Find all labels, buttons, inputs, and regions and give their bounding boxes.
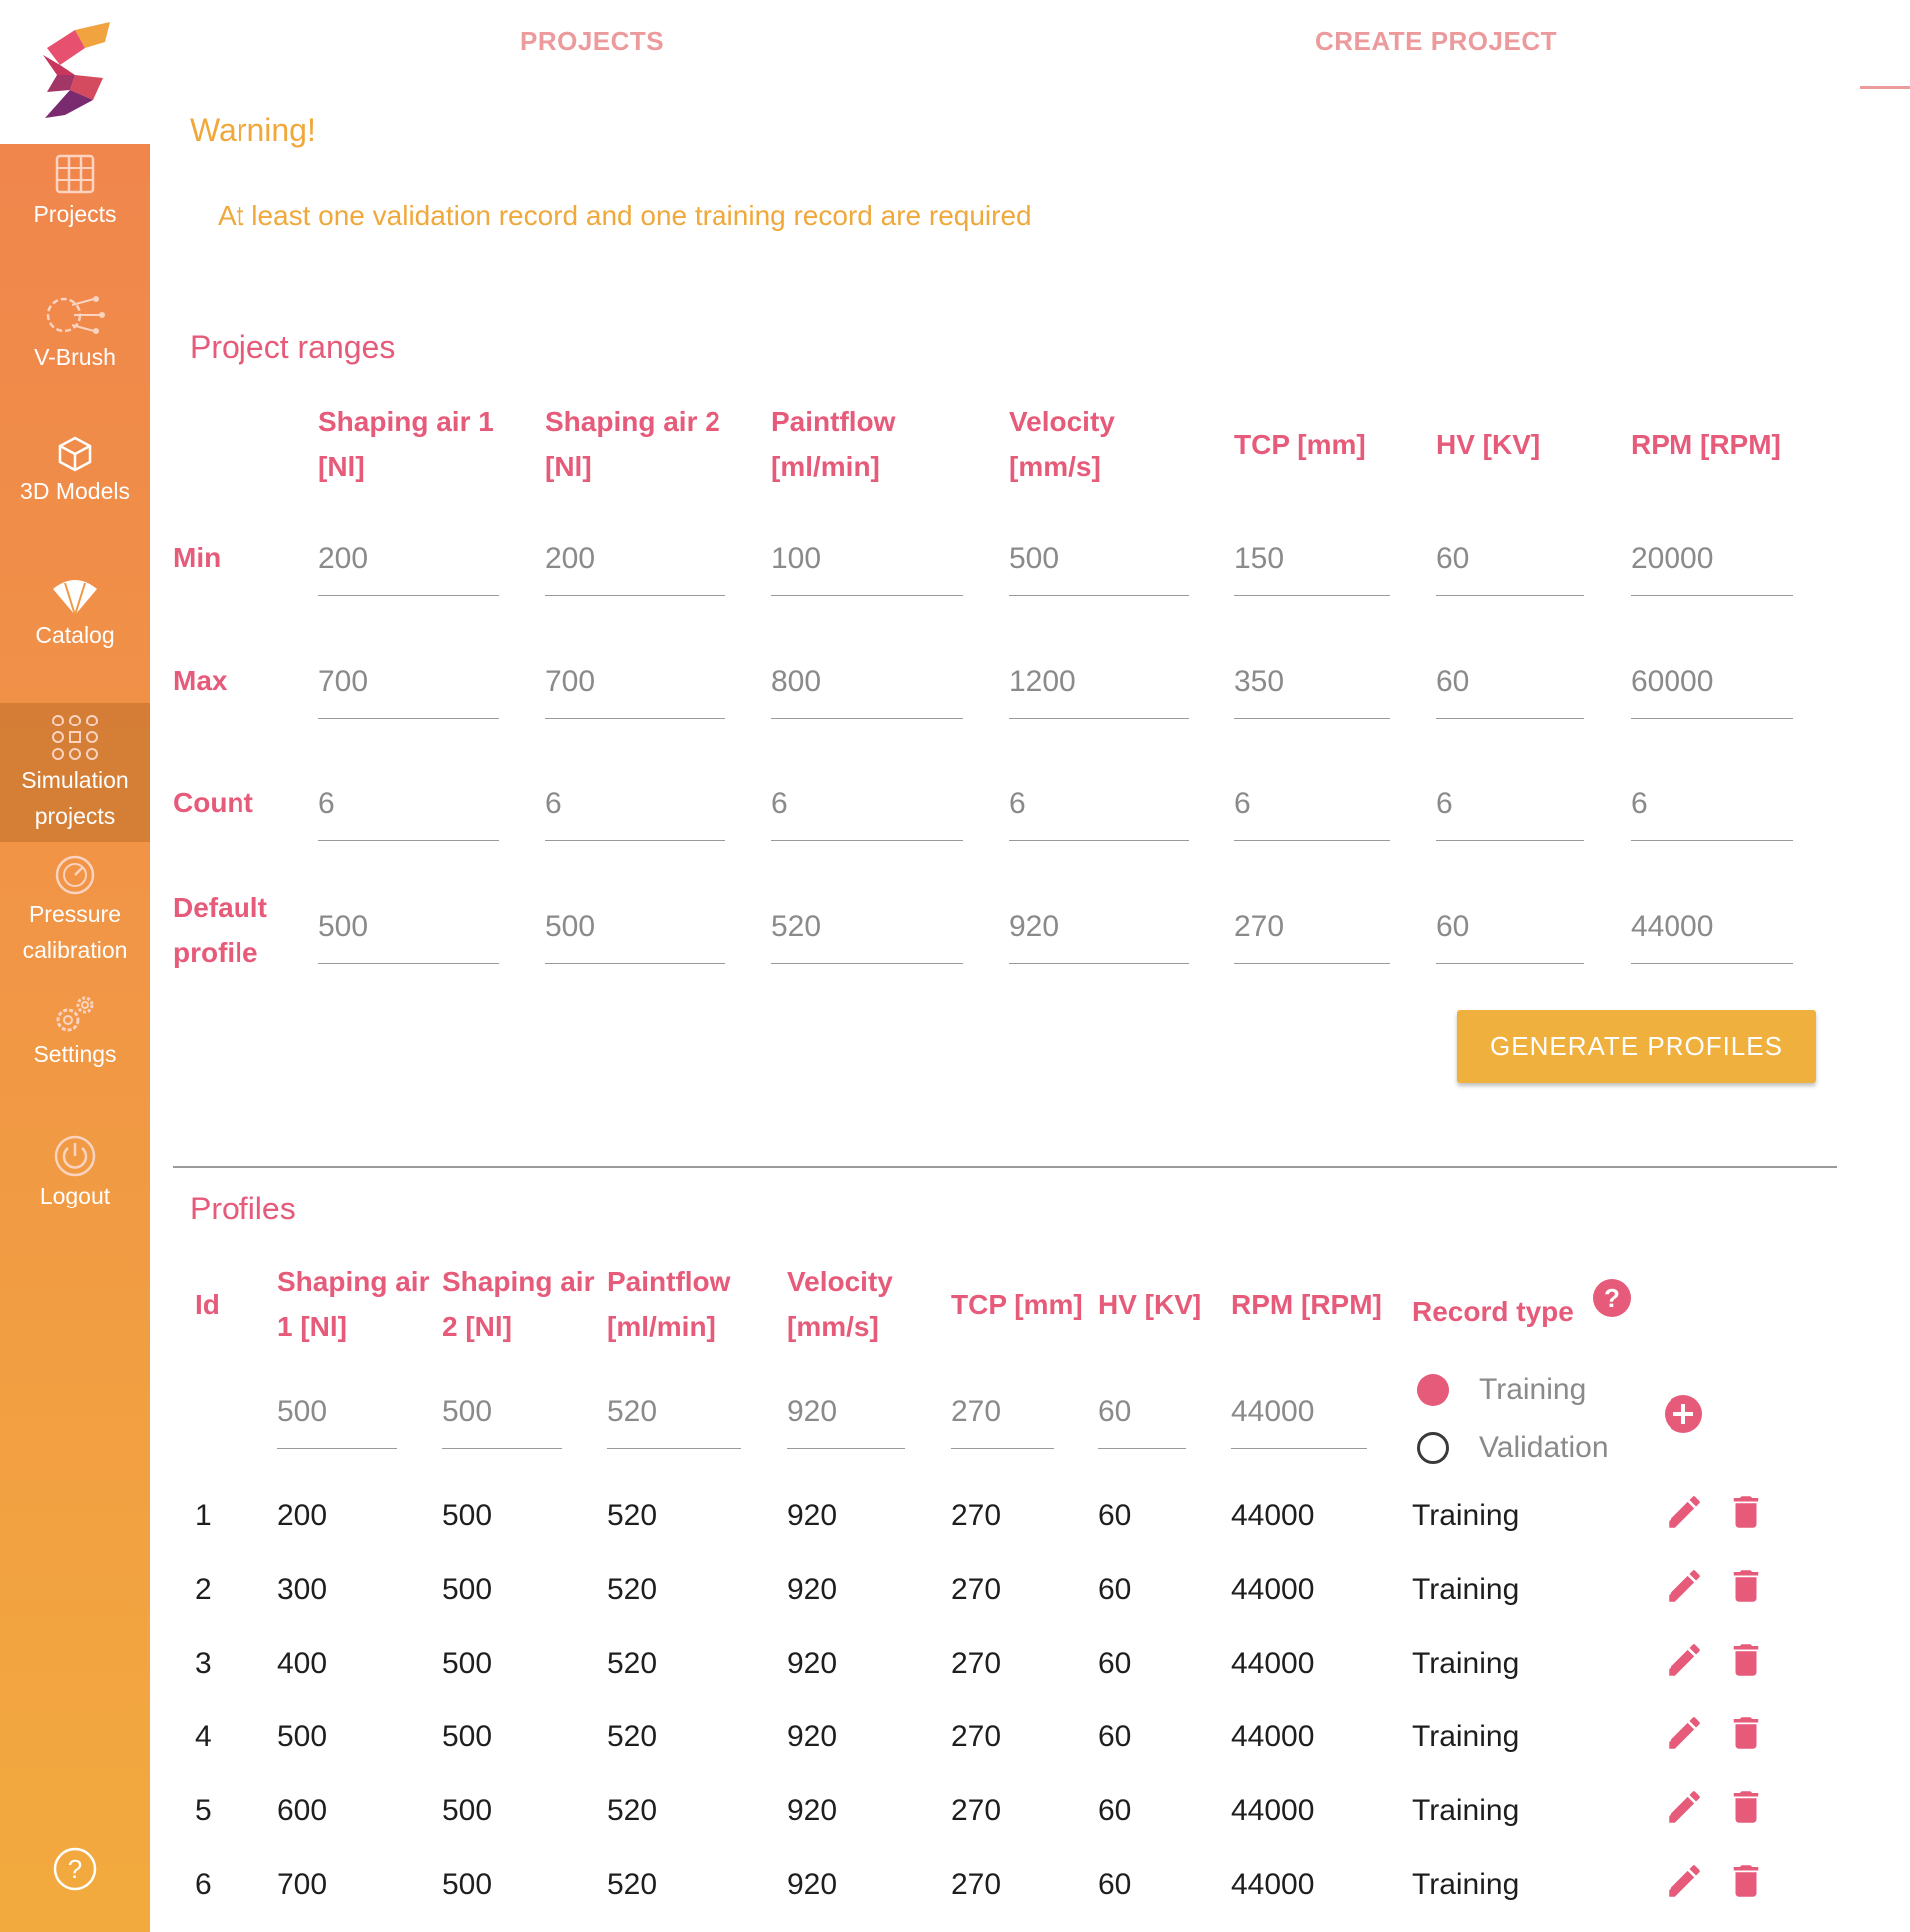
nav-logout[interactable] (0, 1134, 150, 1233)
edit-icon[interactable] (1664, 1491, 1705, 1533)
min-velocity-input[interactable] (1009, 534, 1189, 576)
cell-id: 5 (195, 1794, 212, 1827)
default-rpm-input[interactable] (1631, 902, 1793, 944)
cell-paintflow: 520 (607, 1868, 658, 1901)
cell-velocity: 920 (787, 1794, 838, 1827)
nav-label: Pressure (28, 901, 122, 927)
row-label-min: Min (173, 542, 222, 573)
cell-shaping-air-2: 500 (442, 1868, 493, 1901)
catalog-icon (49, 575, 101, 617)
nav-label: Settings (33, 1041, 117, 1067)
count-hv-field[interactable] (1436, 779, 1584, 841)
new-shaping-air-1-input[interactable] (277, 1387, 397, 1429)
max-paintflow-input[interactable] (771, 657, 963, 699)
profile-header-paintflow: Paintflow [ml/min] (607, 1266, 731, 1342)
profile-header-velocity: Velocity [mm/s] (787, 1266, 893, 1342)
default-shaping-air-2-input[interactable] (545, 902, 725, 944)
cell-shaping-air-2: 500 (442, 1794, 493, 1827)
warning-message: At least one validation record and one training record are required (218, 200, 1032, 231)
max-velocity-input[interactable] (1009, 657, 1189, 699)
gauge-icon (54, 854, 96, 896)
cell-paintflow: 520 (607, 1720, 658, 1753)
svg-text:?: ? (67, 1854, 83, 1884)
profile-header-shaping-air-1: Shaping air 1 [Nl] (277, 1266, 430, 1342)
count-tcp-input[interactable] (1234, 779, 1390, 821)
new-rpm-field[interactable] (1231, 1387, 1367, 1449)
min-paintflow-input[interactable] (771, 534, 963, 576)
cell-id: 2 (195, 1573, 212, 1606)
max-rpm-input[interactable] (1631, 657, 1793, 699)
nav-label: Simulation (21, 767, 129, 793)
cell-record-type: Training (1412, 1647, 1520, 1680)
count-paintflow-input[interactable] (771, 779, 963, 821)
cell-paintflow: 520 (607, 1573, 658, 1606)
logo-icon (35, 20, 115, 120)
default-hv-field[interactable] (1436, 902, 1584, 964)
default-velocity-input[interactable] (1009, 902, 1189, 944)
edit-icon[interactable] (1664, 1786, 1705, 1828)
new-velocity-field[interactable] (787, 1387, 905, 1449)
delete-icon[interactable] (1725, 1565, 1767, 1607)
min-paintflow-field[interactable] (771, 534, 963, 596)
max-hv-input[interactable] (1436, 657, 1584, 699)
cell-shaping-air-1: 500 (277, 1720, 328, 1753)
record-type-help-icon[interactable] (1592, 1278, 1632, 1318)
count-paintflow-field[interactable] (771, 779, 963, 841)
count-shaping-air-2-field[interactable] (545, 779, 725, 841)
new-hv-input[interactable] (1098, 1387, 1186, 1429)
cell-hv: 60 (1098, 1499, 1132, 1532)
default-velocity-field[interactable] (1009, 902, 1189, 964)
cell-hv: 60 (1098, 1868, 1132, 1901)
max-tcp-input[interactable] (1234, 657, 1390, 699)
cell-record-type: Training (1412, 1868, 1520, 1901)
cell-shaping-air-1: 600 (277, 1794, 328, 1827)
min-rpm-input[interactable] (1631, 534, 1793, 576)
range-header-rpm: RPM [RPM] (1631, 429, 1781, 460)
default-shaping-air-2-field[interactable] (545, 902, 725, 964)
cell-tcp: 270 (951, 1794, 1002, 1827)
cell-rpm: 44000 (1231, 1794, 1315, 1827)
min-shaping-air-2-input[interactable] (545, 534, 725, 576)
count-tcp-field[interactable] (1234, 779, 1390, 841)
cell-record-type: Training (1412, 1794, 1520, 1827)
cell-rpm: 44000 (1231, 1720, 1315, 1753)
edit-icon[interactable] (1664, 1860, 1705, 1902)
default-tcp-input[interactable] (1234, 902, 1390, 944)
max-shaping-air-2-field[interactable] (545, 657, 725, 719)
range-header-shaping-air-2: Shaping air 2 [Nl] (545, 406, 720, 482)
range-header-hv: HV [KV] (1436, 429, 1541, 460)
tab-indicator (1860, 86, 1910, 89)
radio-validation[interactable] (1417, 1431, 1609, 1465)
min-hv-field[interactable] (1436, 534, 1584, 596)
cell-id: 3 (195, 1647, 212, 1680)
default-paintflow-input[interactable] (771, 902, 963, 944)
cell-tcp: 270 (951, 1573, 1002, 1606)
new-rpm-input[interactable] (1231, 1387, 1367, 1429)
profile-header-shaping-air-2: Shaping air 2 [Nl] (442, 1266, 595, 1342)
max-paintflow-field[interactable] (771, 657, 963, 719)
new-paintflow-field[interactable] (607, 1387, 741, 1449)
radio-selected-icon[interactable] (1417, 1374, 1449, 1406)
cell-shaping-air-2: 500 (442, 1573, 493, 1606)
profile-header-record-type: Record type (1412, 1296, 1574, 1327)
app-logo[interactable] (0, 0, 150, 144)
min-velocity-field[interactable] (1009, 534, 1189, 596)
cell-rpm: 44000 (1231, 1499, 1315, 1532)
min-tcp-field[interactable] (1234, 534, 1390, 596)
default-rpm-field[interactable] (1631, 902, 1793, 964)
nav-settings[interactable] (0, 994, 150, 1094)
cell-hv: 60 (1098, 1720, 1132, 1753)
range-header-paintflow: Paintflow [ml/min] (771, 406, 896, 482)
count-shaping-air-2-input[interactable] (545, 779, 725, 821)
nav-3d-models[interactable] (0, 435, 150, 535)
delete-icon[interactable] (1725, 1860, 1767, 1902)
tab-create-project[interactable]: CREATE PROJECT (1315, 26, 1557, 56)
nav-label: Logout (39, 1183, 111, 1208)
nav-label: projects (34, 803, 116, 829)
nav-projects[interactable] (0, 152, 150, 251)
nav-simulation-projects[interactable] (0, 703, 150, 842)
radio-unselected-icon[interactable] (1417, 1432, 1449, 1464)
radio-training-label: Training (1479, 1373, 1587, 1406)
new-shaping-air-2-field[interactable] (442, 1387, 562, 1449)
count-shaping-air-1-input[interactable] (318, 779, 499, 821)
delete-icon[interactable] (1725, 1639, 1767, 1681)
generate-profiles-button[interactable]: GENERATE PROFILES (1457, 1010, 1816, 1083)
edit-icon[interactable] (1664, 1639, 1705, 1681)
min-shaping-air-2-field[interactable] (545, 534, 725, 596)
cell-velocity: 920 (787, 1720, 838, 1753)
max-hv-field[interactable] (1436, 657, 1584, 719)
tab-projects[interactable]: PROJECTS (520, 26, 665, 56)
default-hv-input[interactable] (1436, 902, 1584, 944)
cell-shaping-air-2: 500 (442, 1647, 493, 1680)
max-rpm-field[interactable] (1631, 657, 1793, 719)
cell-velocity: 920 (787, 1868, 838, 1901)
profile-header-hv: HV [KV] (1098, 1289, 1202, 1320)
min-hv-input[interactable] (1436, 534, 1584, 576)
new-tcp-field[interactable] (951, 1387, 1054, 1449)
cell-tcp: 270 (951, 1720, 1002, 1753)
radio-training[interactable] (1417, 1373, 1586, 1407)
cell-tcp: 270 (951, 1868, 1002, 1901)
edit-icon[interactable] (1664, 1712, 1705, 1754)
new-hv-field[interactable] (1098, 1387, 1186, 1449)
projects-icon (53, 152, 97, 196)
nav-pressure-calibration[interactable] (0, 854, 150, 984)
max-shaping-air-1-input[interactable] (318, 657, 499, 699)
profile-header-rpm: RPM [RPM] (1231, 1289, 1382, 1320)
project-ranges-title: Project ranges (190, 329, 396, 365)
help-icon[interactable] (52, 1846, 98, 1892)
cell-rpm: 44000 (1231, 1573, 1315, 1606)
cell-hv: 60 (1098, 1794, 1132, 1827)
cell-id: 6 (195, 1868, 212, 1901)
cell-shaping-air-2: 500 (442, 1499, 493, 1532)
profiles-title: Profiles (190, 1191, 296, 1226)
profile-header-id: Id (195, 1289, 220, 1320)
new-paintflow-input[interactable] (607, 1387, 741, 1429)
row-label-max: Max (173, 665, 228, 696)
default-shaping-air-1-input[interactable] (318, 902, 499, 944)
min-shaping-air-1-input[interactable] (318, 534, 499, 576)
profile-header-tcp: TCP [mm] (951, 1289, 1083, 1320)
warning-title: Warning! (190, 112, 316, 148)
cell-record-type: Training (1412, 1573, 1520, 1606)
cell-shaping-air-2: 500 (442, 1720, 493, 1753)
power-icon (53, 1134, 97, 1178)
new-velocity-input[interactable] (787, 1387, 905, 1429)
cell-record-type: Training (1412, 1499, 1520, 1532)
row-label-default-profile: Default profile (173, 892, 267, 968)
cell-velocity: 920 (787, 1573, 838, 1606)
nav-catalog[interactable] (0, 575, 150, 675)
v-brush-icon (42, 291, 108, 339)
count-shaping-air-1-field[interactable] (318, 779, 499, 841)
row-label-count: Count (173, 787, 253, 818)
range-header-tcp: TCP [mm] (1234, 429, 1366, 460)
nav-label: 3D Models (20, 478, 130, 504)
simulation-icon (50, 713, 100, 762)
sidebar (0, 0, 150, 1932)
max-shaping-air-2-input[interactable] (545, 657, 725, 699)
cell-rpm: 44000 (1231, 1868, 1315, 1901)
max-velocity-field[interactable] (1009, 657, 1189, 719)
svg-text:?: ? (1604, 1283, 1620, 1313)
cell-paintflow: 520 (607, 1647, 658, 1680)
delete-icon[interactable] (1725, 1786, 1767, 1828)
cell-hv: 60 (1098, 1573, 1132, 1606)
max-shaping-air-1-field[interactable] (318, 657, 499, 719)
cell-shaping-air-1: 300 (277, 1573, 328, 1606)
count-velocity-field[interactable] (1009, 779, 1189, 841)
count-rpm-field[interactable] (1631, 779, 1793, 841)
default-shaping-air-1-field[interactable] (318, 902, 499, 964)
radio-validation-label: Validation (1479, 1431, 1609, 1464)
gears-icon (52, 994, 98, 1036)
count-rpm-input[interactable] (1631, 779, 1793, 821)
cube-icon (57, 435, 93, 473)
new-tcp-input[interactable] (951, 1387, 1054, 1429)
cell-velocity: 920 (787, 1647, 838, 1680)
cell-shaping-air-1: 200 (277, 1499, 328, 1532)
add-profile-icon[interactable] (1664, 1394, 1703, 1434)
cell-velocity: 920 (787, 1499, 838, 1532)
nav-label: Projects (33, 201, 117, 227)
cell-id: 1 (195, 1499, 212, 1532)
nav-v-brush[interactable] (0, 291, 150, 391)
cell-shaping-air-1: 400 (277, 1647, 328, 1680)
cell-hv: 60 (1098, 1647, 1132, 1680)
cell-record-type: Training (1412, 1720, 1520, 1753)
range-header-velocity: Velocity [mm/s] (1009, 406, 1115, 482)
nav-label: V-Brush (34, 344, 116, 370)
default-tcp-field[interactable] (1234, 902, 1390, 964)
new-shaping-air-1-field[interactable] (277, 1387, 397, 1449)
new-shaping-air-2-input[interactable] (442, 1387, 562, 1429)
min-rpm-field[interactable] (1631, 534, 1793, 596)
cell-paintflow: 520 (607, 1499, 658, 1532)
section-divider (173, 1166, 1837, 1168)
nav-label: Catalog (35, 622, 115, 648)
cell-id: 4 (195, 1720, 212, 1753)
cell-shaping-air-1: 700 (277, 1868, 328, 1901)
max-tcp-field[interactable] (1234, 657, 1390, 719)
min-shaping-air-1-field[interactable] (318, 534, 499, 596)
cell-tcp: 270 (951, 1647, 1002, 1680)
range-header-shaping-air-1: Shaping air 1 [Nl] (318, 406, 494, 482)
delete-icon[interactable] (1725, 1712, 1767, 1754)
default-paintflow-field[interactable] (771, 902, 963, 964)
nav-label: calibration (22, 937, 128, 963)
cell-paintflow: 520 (607, 1794, 658, 1827)
cell-tcp: 270 (951, 1499, 1002, 1532)
delete-icon[interactable] (1725, 1491, 1767, 1533)
cell-rpm: 44000 (1231, 1647, 1315, 1680)
count-velocity-input[interactable] (1009, 779, 1189, 821)
min-tcp-input[interactable] (1234, 534, 1390, 576)
edit-icon[interactable] (1664, 1565, 1705, 1607)
count-hv-input[interactable] (1436, 779, 1584, 821)
